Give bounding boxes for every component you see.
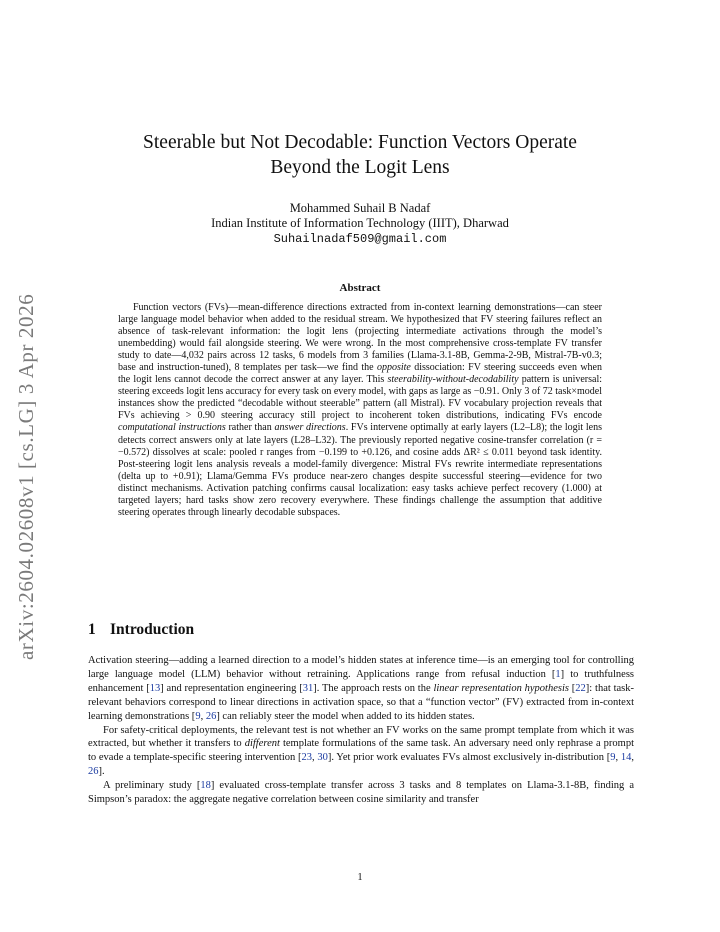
section-number: 1 — [88, 621, 96, 638]
title-line-2: Beyond the Logit Lens — [270, 157, 450, 178]
citation-link[interactable]: 9 — [610, 752, 616, 764]
citation-link[interactable]: 22 — [575, 682, 586, 694]
author-email: Suhailnadaf509@gmail.com — [273, 232, 447, 246]
title-line-1: Steerable but Not Decodable: Function Vectors Operate — [143, 132, 577, 153]
intro-paragraph-1: Activation steering—adding a learned direction to a model’s hidden states at inference time—is an emerging tool for controlling large language model (LLM) behavior without retraining. Applications range from refusal induction [1] to truthfulness enhancement [13] and representation engineering [31]. The approach rests on the linear representation hypothesis [22]: that task-relevant behaviors correspond to linear directions in activation space, so that a “function vector” (FV) extracted from in-context learning demonstrations [9, 26] can reliably steer the model when added to its hidden states. — [88, 655, 635, 722]
section-heading-introduction — [88, 621, 194, 639]
page-number: 1 — [357, 872, 363, 883]
section-title: Introduction — [110, 621, 195, 638]
citation-link[interactable]: 1 — [555, 668, 561, 680]
citation-link[interactable]: 26 — [205, 710, 217, 722]
citation-link[interactable]: 31 — [302, 682, 314, 694]
citation-link[interactable]: 18 — [200, 780, 211, 792]
intro-paragraph-2: For safety-critical deployments, the relevant test is not whether an FV works on the same prompt template from which it was extracted, but whether it transfers to different template formulations of the same task. An adversary need only rephrase a prompt to evade a template-specific steering intervention [23, 30]. Yet prior work evaluates FVs almost exclusively in-distribution [9, 14, 26]. — [88, 724, 634, 778]
paper-title — [100, 130, 620, 180]
intro-paragraph-3: A preliminary study [18] evaluated cross-template transfer across 3 tasks and 8 templates on Llama-3.1-8B, finding a Simpson’s paradox: the aggregate negative correlation between cosine similarity and transfer — [88, 780, 634, 806]
citation-link[interactable]: 23 — [301, 752, 312, 764]
citation-link[interactable]: 9 — [195, 710, 201, 722]
citation-link[interactable]: 30 — [317, 752, 328, 764]
citation-link[interactable]: 14 — [620, 752, 632, 764]
arxiv-identifier-stamp: arXiv:2604.02608v1 [cs.LG] 3 Apr 2026 — [14, 293, 38, 660]
abstract-paragraph: Function vectors (FVs)—mean-difference directions extracted from in-context learning demonstrations—can steer large language model behavior when added to the residual stream. We hypothesized that FV steering failures reflect an absence of task-relevant information: the logit lens (projecting intermediate activations through the model’s unembedding) would fail alongside steering. We were wrong. In the most comprehensive cross-template FV transfer study to date—4,032 pairs across 12 tasks, 6 models from 3 families (Llama-3.1-8B, Gemma-2-9B, Mistral-7B-v0.3; base and instruction-tuned), 8 templates per task—we find the opposite dissociation: FV steering succeeds even when the logit lens cannot decode the correct answer at any layer. This steerability-without-decodability pattern is universal: steering exceeds logit lens accuracy for every task on every model, with gaps as large as −0.91. Only 3 of 72 task×model instances show the predicted “decodable without steerable” pattern (all Mistral). FV vocabulary projection reveals that FVs achieving > 0.90 steering accuracy still project to incoherent token distributions, indicating FVs encode computational instructions rather than answer directions. FVs intervene optimally at early layers (L2–L8); the logit lens detects correct answers only at late layers (L28–L32). The previously reported negative cosine-transfer correlation (r = −0.572) dissolves at scale: pooled r ranges from −0.199 to +0.126, and cosine adds ΔR² ≤ 0.011 beyond task identity. Post-steering logit lens analysis reveals a model-family divergence: Mistral FVs rewrite intermediate representations (delta up to +0.91); Llama/Gemma FVs produce near-zero changes despite successful steering—evidence for two distinct mechanisms. Activation patching confirms causal localization: easy tasks achieve perfect recovery (1.000) at targeted layers; hard tasks show zero recovery everywhere. These findings challenge the assumption that additive steering operates through linearly decodable subspaces. — [118, 302, 603, 518]
citation-link[interactable]: 26 — [88, 766, 99, 778]
introduction-body — [88, 654, 634, 807]
author-name: Mohammed Suhail B Nadaf — [289, 201, 431, 215]
author-affiliation: Indian Institute of Information Technology (IIIT), Dharwad — [211, 216, 509, 230]
citation-link[interactable]: 13 — [149, 682, 161, 694]
abstract-heading: Abstract — [339, 282, 381, 294]
abstract-body — [118, 302, 602, 519]
